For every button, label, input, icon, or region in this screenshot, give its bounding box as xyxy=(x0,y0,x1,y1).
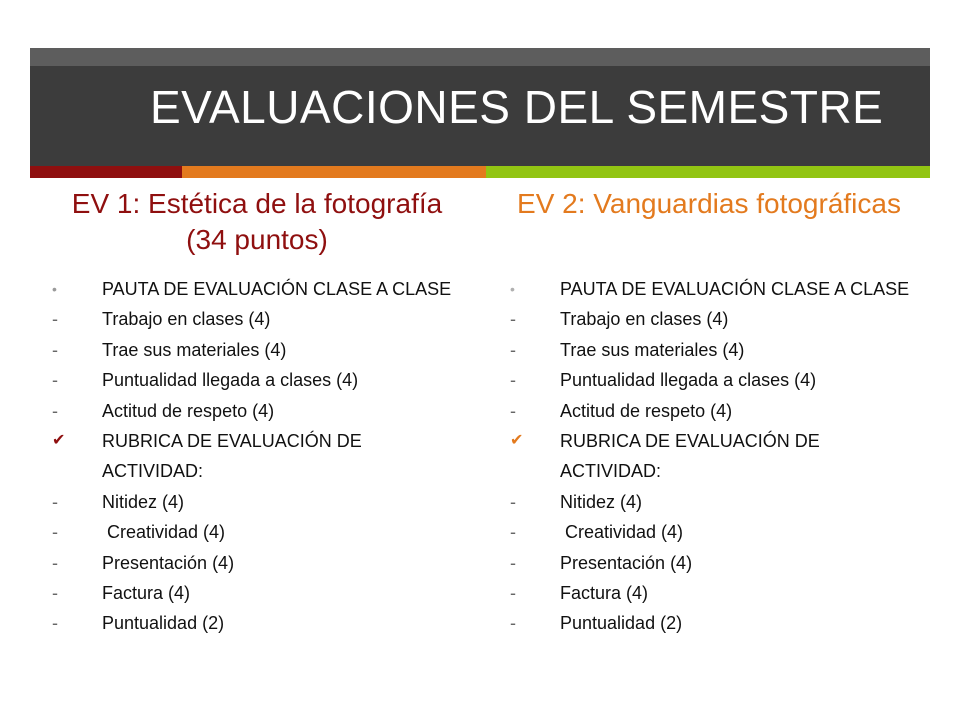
dash-icon: - xyxy=(52,370,58,391)
criteria-list-ev1 xyxy=(48,274,466,639)
column-heading-ev2: EV 2: Vanguardias fotográficas xyxy=(517,188,901,219)
list-item-text: Actitud de respeto (4) xyxy=(560,400,733,421)
checkmark-icon: ✔ xyxy=(52,432,66,450)
list-item xyxy=(506,548,912,578)
list-item-text: Puntualidad (2) xyxy=(102,613,225,634)
list-item xyxy=(506,335,912,365)
list-item xyxy=(48,396,466,426)
list-item-text: Nitidez (4) xyxy=(102,491,185,512)
list-item xyxy=(506,304,912,334)
list-item xyxy=(506,487,912,517)
list-item-text: Trabajo en clases (4) xyxy=(102,309,271,330)
dash-icon: - xyxy=(52,583,58,604)
dash-icon: - xyxy=(52,339,58,360)
title-band xyxy=(30,66,930,166)
list-item xyxy=(48,365,466,395)
list-item-text: Puntualidad (2) xyxy=(560,613,683,634)
dash-icon: - xyxy=(510,400,516,421)
list-item xyxy=(506,517,912,547)
list-item-text: RUBRICA DE EVALUACIÓN DE ACTIVIDAD: xyxy=(560,431,820,482)
list-item-text: Nitidez (4) xyxy=(560,491,643,512)
dash-icon: - xyxy=(52,491,58,512)
dash-icon: - xyxy=(510,522,516,543)
list-item xyxy=(506,274,912,304)
list-item xyxy=(48,304,466,334)
dash-icon: - xyxy=(510,583,516,604)
dash-icon: - xyxy=(510,552,516,573)
dash-icon: - xyxy=(52,613,58,634)
dash-icon: - xyxy=(52,552,58,573)
column-heading-ev1: EV 1: Estética de la fotografía (34 puntos) xyxy=(71,188,443,255)
dash-icon: - xyxy=(510,339,516,360)
dash-icon: - xyxy=(510,309,516,330)
dash-icon: - xyxy=(510,491,516,512)
criteria-list-ev2 xyxy=(506,274,912,639)
list-item-text: Puntualidad llegada a clases (4) xyxy=(560,370,817,391)
bullet-icon: • xyxy=(510,281,515,297)
list-item xyxy=(48,426,466,487)
list-item xyxy=(48,517,466,547)
accent-bar-orange xyxy=(182,166,486,178)
list-item xyxy=(48,335,466,365)
dash-icon: - xyxy=(510,613,516,634)
list-item-text: Puntualidad llegada a clases (4) xyxy=(102,370,359,391)
column-ev1 xyxy=(48,186,466,639)
list-item xyxy=(48,608,466,638)
dash-icon: - xyxy=(52,400,58,421)
list-item-text: Trabajo en clases (4) xyxy=(560,309,729,330)
accent-bar-green xyxy=(486,166,930,178)
column-ev2 xyxy=(506,186,912,639)
dash-icon: - xyxy=(510,370,516,391)
list-item-text: Creatividad (4) xyxy=(560,522,684,543)
list-item-text: Factura (4) xyxy=(102,583,191,604)
list-item xyxy=(48,274,466,304)
list-item xyxy=(506,396,912,426)
list-item-text: Factura (4) xyxy=(560,583,649,604)
list-item-text: Trae sus materiales (4) xyxy=(560,339,745,360)
list-item xyxy=(48,578,466,608)
checkmark-icon: ✔ xyxy=(510,432,524,450)
list-item-text: Presentación (4) xyxy=(560,552,693,573)
list-item-text: Creatividad (4) xyxy=(102,522,226,543)
list-item-text: PAUTA DE EVALUACIÓN CLASE A CLASE xyxy=(102,279,452,299)
title-bar-top-strip xyxy=(30,48,930,66)
slide-title: EVALUACIONES DEL SEMESTRE xyxy=(150,81,884,133)
list-item xyxy=(506,426,912,487)
list-item xyxy=(48,548,466,578)
list-item-text: Trae sus materiales (4) xyxy=(102,339,287,360)
list-item xyxy=(506,578,912,608)
accent-bar-red xyxy=(30,166,182,178)
list-item xyxy=(506,365,912,395)
list-item-text: Actitud de respeto (4) xyxy=(102,400,275,421)
list-item-text: PAUTA DE EVALUACIÓN CLASE A CLASE xyxy=(560,279,910,299)
list-item-text: Presentación (4) xyxy=(102,552,235,573)
dash-icon: - xyxy=(52,522,58,543)
list-item xyxy=(506,608,912,638)
bullet-icon: • xyxy=(52,281,57,297)
list-item xyxy=(48,487,466,517)
list-item-text: RUBRICA DE EVALUACIÓN DE ACTIVIDAD: xyxy=(102,431,362,482)
dash-icon: - xyxy=(52,309,58,330)
